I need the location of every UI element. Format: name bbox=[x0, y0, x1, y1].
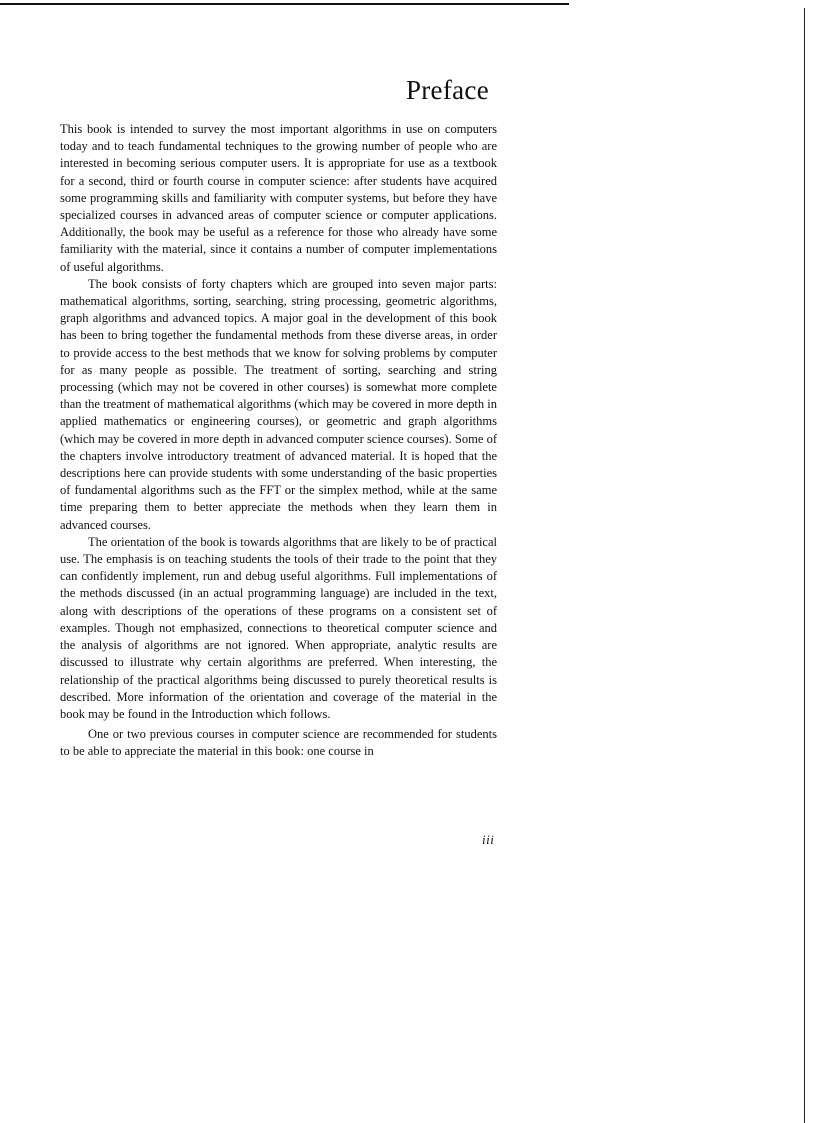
right-margin-rule bbox=[804, 8, 805, 1123]
page-title: Preface bbox=[405, 75, 489, 105]
top-rule bbox=[0, 3, 569, 5]
page-number: iii bbox=[482, 832, 495, 847]
paragraph-2: The book consists of forty chapters which are grouped into seven major parts: mathematical algorithms, sorting, searching, string processing, geometric algorithms, graph algorithms and advanced topics. A major goal in the development of this book has been to bring together the fundamental methods from these diverse areas, in order to provide access to the best methods that we know for solving problems by computer for as many people as possible. The treatment of sorting, searching and string processing (which may not be covered in other courses) is somewhat more complete than the treatment of mathematical algorithms (which may be covered in more depth in applied mathematics or engineering courses), or geometric and graph algorithms (which may be covered in more depth in advanced computer science courses). Some of the chapters involve introductory treatment of advanced material. It is hoped that the descriptions here can provide students with some understanding of the basic properties of fundamental algorithms such as the FFT or the simplex method, while at the same time preparing them to better appreciate the methods when they learn them in advanced courses. bbox=[60, 276, 497, 532]
paragraph-3: The orientation of the book is towards algorithms that are likely to be of practical use. The emphasis is on teaching students the tools of their trade to the point that they can confidently implement, run and debug useful algorithms. Full implementations of the methods discussed (in an actual programming language) are included in the text, along with descriptions of the operations of these programs on a consistent set of examples. Though not emphasized, connections to theoretical computer science and the analysis of algorithms are not ignored. When appropriate, analytic results are discussed to illustrate why certain algorithms are preferred. When interesting, the relationship of the practical algorithms being discussed to purely theoretical results is described. More information of the orientation and coverage of the material in the book may be found in the Introduction which follows. bbox=[60, 534, 497, 721]
paragraph-1: This book is intended to survey the most important algorithms in use on computers today and to teach fundamental techniques to the growing number of people who are interested in becoming serious computer users. It is appropriate for use as a textbook for a second, third or fourth course in computer science: after students have acquired some programming skills and familiarity with computer systems, but before they have specialized courses in advanced areas of computer science or computer applications. Additionally, the book may be useful as a reference for those who already have some familiarity with the material, since it contains a number of computer implementations of useful algorithms. bbox=[60, 122, 497, 274]
preface-body bbox=[60, 121, 497, 761]
paragraph-4: One or two previous courses in computer science are recommended for students to be able to appreciate the material in this book: one course in bbox=[60, 727, 497, 759]
